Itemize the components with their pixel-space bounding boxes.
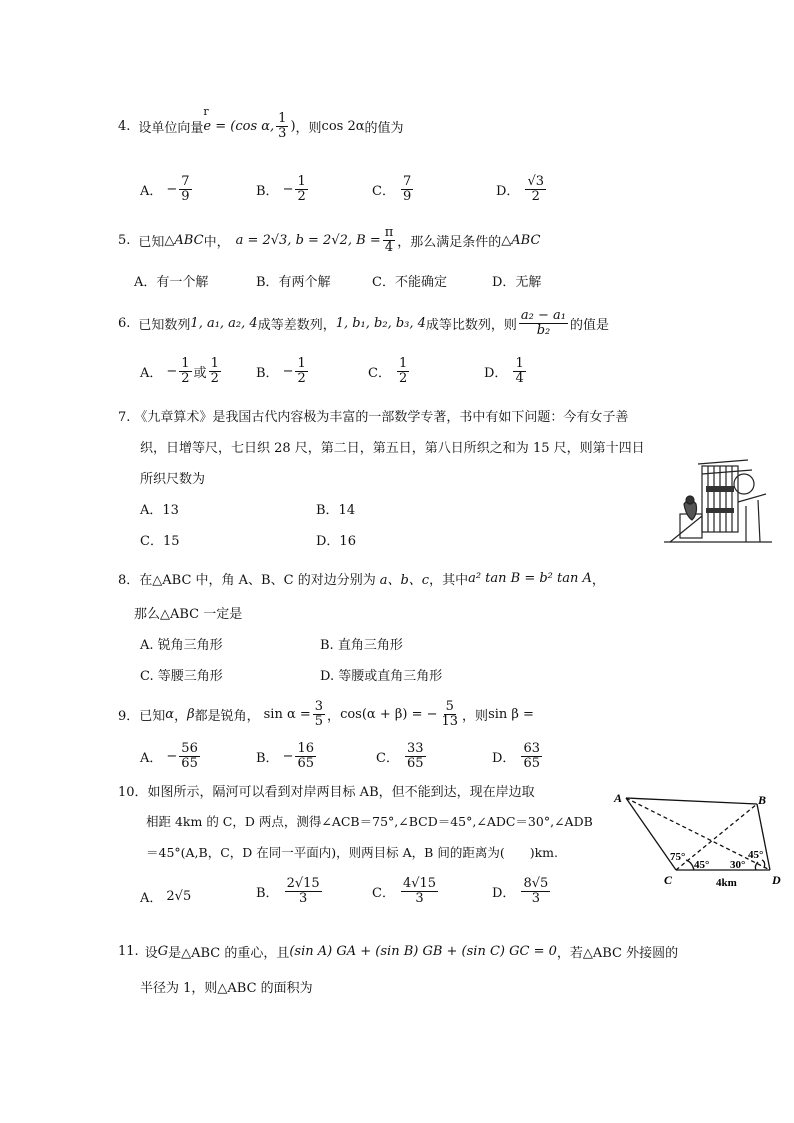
- q8-expr-b: a² tan B = b² tan A: [468, 571, 592, 586]
- q5-option-a[interactable]: A．有一个解: [134, 275, 209, 290]
- q9-option-c[interactable]: C． $\frac{33}{65}$: [376, 741, 424, 771]
- q6-option-c[interactable]: C． $\frac{1}{2}$: [368, 356, 408, 386]
- q9-fraction-1: $\frac{3}{5}$: [314, 699, 324, 729]
- q10-figure: [612, 788, 787, 888]
- q7-line1: [118, 406, 628, 425]
- q10-angle-45-d: 45°: [748, 849, 764, 861]
- q8-option-c[interactable]: C. 等腰三角形: [140, 669, 223, 684]
- q10-option-b[interactable]: B． $\frac{2√15}{3}$: [256, 876, 320, 906]
- q5-expr-a: △ABC: [164, 232, 204, 248]
- q9-fraction-2: $\frac{5}{13}$: [441, 699, 459, 729]
- q8-line2: 那么△ABC 一定是: [134, 607, 243, 622]
- q5-option-d[interactable]: D．无解: [492, 275, 542, 290]
- q9-option-b[interactable]: B． − $\frac{16}{65}$: [256, 741, 315, 771]
- q5-fraction: $\frac{\pi}{4}$: [384, 225, 394, 255]
- q9-expr-a: α: [165, 706, 175, 722]
- q8-option-d[interactable]: D. 等腰或直角三角形: [320, 669, 443, 684]
- q4-text-b: ，则: [295, 120, 322, 136]
- q6-option-d[interactable]: D． $\frac{1}{4}$: [484, 356, 524, 386]
- q4-option-c[interactable]: C． $\frac{7}{9}$: [372, 174, 412, 204]
- q9-expr-e: sin β =: [488, 706, 534, 722]
- q10-angle-75: 75°: [670, 851, 686, 863]
- q5-number: 5.: [118, 232, 131, 248]
- q5-text-b: 中，: [203, 234, 230, 250]
- q7-line2: 织，日增等尺，七日织 28 尺，第二日，第五日，第八日所织之和为 15 尺，则第十四日: [140, 441, 645, 456]
- q7-option-d[interactable]: D．16: [316, 534, 356, 549]
- q10-text-1: 如图所示，隔河可以看到对岸两目标 AB，但不能到达，现在岸边取: [147, 785, 535, 800]
- q10-label-d: D: [772, 873, 781, 887]
- q9-option-a[interactable]: A． − $\frac{56}{65}$: [140, 741, 198, 771]
- q10-line1: [118, 781, 535, 800]
- q10-line3: ＝45°(A,B，C，D 在同一平面内)，则两目标 A，B 间的距离为( )km.: [146, 845, 558, 860]
- q5-text-c: ，那么满足条件的: [397, 234, 502, 250]
- q10-option-d[interactable]: D． $\frac{8√5}{3}$: [492, 876, 549, 906]
- q4-text-a: 设单位向量: [138, 120, 204, 136]
- q4-expr-c: cos 2α: [321, 118, 365, 134]
- q7-option-b[interactable]: B．14: [316, 503, 356, 518]
- q11-line2: 半径为 1，则△ABC 的面积为: [140, 981, 313, 996]
- q7-number: 7.: [118, 410, 131, 425]
- q8-text-c: ，: [591, 573, 605, 588]
- q8-expr-a: a、b、c: [379, 573, 430, 588]
- loom-illustration: [662, 456, 774, 546]
- q9-text-b: ，: [174, 708, 188, 724]
- q9-text-c: 都是锐角，: [194, 708, 260, 724]
- q10-number: 10．: [118, 785, 148, 800]
- q5-option-b[interactable]: B．有两个解: [256, 275, 331, 290]
- q9-expr-b: β: [187, 706, 195, 722]
- q4-fraction: $\frac{1}{3}$: [278, 111, 287, 141]
- q6-text-c: 成等比数列，则: [425, 317, 517, 333]
- q8-number: 8．: [118, 573, 140, 588]
- q10-distance: 4km: [716, 877, 737, 888]
- q5-stem: [118, 226, 540, 254]
- q6-text-b: 成等差数列，: [257, 317, 336, 333]
- q10-angle-30: 30°: [730, 859, 746, 871]
- q5-expr-c: △ABC: [501, 232, 541, 248]
- q5-expr-b: a = 2√3, b = 2√2, B =: [235, 232, 381, 248]
- q4-expr-b: ): [290, 118, 296, 134]
- q4-option-b[interactable]: B． − $\frac{1}{2}$: [256, 174, 306, 204]
- q11-expr-a: G: [157, 944, 169, 959]
- q10-line2: 相距 4km 的 C，D 两点，测得∠ACB＝75°,∠BCD＝45°,∠ADC＝30°,∠ADB: [146, 814, 593, 829]
- q6-option-a[interactable]: A． − $\frac{1}{2}$ 或 $\frac{1}{2}$: [140, 356, 219, 386]
- q6-option-b[interactable]: B． − $\frac{1}{2}$: [256, 356, 306, 386]
- q9-option-d[interactable]: D． $\frac{63}{65}$: [492, 741, 540, 771]
- q7-option-c[interactable]: C．15: [140, 534, 180, 549]
- q8-text-b: ，其中: [429, 573, 469, 588]
- q7-line3: 所织尺数为: [140, 472, 206, 487]
- q6-number: 6.: [118, 315, 131, 331]
- q8-stem: [118, 569, 605, 588]
- q6-stem: [118, 309, 609, 337]
- q10-label-a: A: [614, 791, 623, 805]
- q4-arrow: r: [203, 104, 209, 118]
- q11-stem: [118, 942, 678, 961]
- q9-text-d: ，: [327, 708, 341, 724]
- q10-label-c: C: [664, 873, 673, 887]
- q4-text-c: 的值为: [364, 120, 404, 136]
- q8-option-b[interactable]: B. 直角三角形: [320, 638, 403, 653]
- q5-option-c[interactable]: C．不能确定: [372, 275, 447, 290]
- q10-option-c[interactable]: C． $\frac{4√15}{3}$: [372, 876, 437, 906]
- q7-text-1: 《九章算术》是我国古代内容极为丰富的一部数学专著，书中有如下问题：今有女子善: [134, 410, 629, 425]
- q6-fraction: $\frac{\text{a₂ − a₁}}{\text{b₂}}$: [520, 308, 567, 338]
- q9-text-a: 已知: [139, 708, 166, 724]
- q9-stem: [118, 700, 534, 728]
- q4-option-a[interactable]: A． − $\frac{7}{9}$: [140, 174, 190, 204]
- q4-expr-a: e = (cos α,: [203, 118, 275, 134]
- q6-expr-b: 1, b₁, b₂, b₃, 4: [335, 315, 426, 331]
- q11-text-a: 设: [144, 946, 158, 961]
- q8-text-a: 在△ABC 中，角 A、B、C 的对边分别为: [139, 573, 376, 588]
- q11-expr-b: (sin A) GA + (sin B) GB + (sin C) GC = 0: [289, 944, 557, 959]
- q7-option-a[interactable]: A．13: [140, 503, 179, 518]
- q8-option-a[interactable]: A. 锐角三角形: [140, 638, 223, 653]
- q5-text-a: 已知: [138, 234, 165, 250]
- q4-stem: [118, 104, 404, 141]
- q6-text-d: 的值是: [570, 317, 610, 333]
- q11-text-b: 是△ABC 的重心，且: [168, 946, 290, 961]
- q6-expr-a: 1, a₁, a₂, 4: [190, 315, 258, 331]
- q11-text-c: ，若△ABC 外接圆的: [556, 946, 679, 961]
- q10-option-a[interactable]: A． 2√5: [140, 889, 192, 906]
- q11-number: 11.: [118, 944, 139, 959]
- q10-label-b: B: [758, 793, 767, 807]
- q10-angle-45-c: 45°: [694, 859, 710, 871]
- q4-option-d[interactable]: D． $\frac{√3}{2}$: [496, 174, 544, 204]
- q4-number: 4.: [118, 118, 131, 134]
- q9-text-e: ，则: [462, 708, 489, 724]
- q9-expr-c: sin α =: [263, 706, 311, 722]
- q9-expr-d: cos(α + β) = −: [340, 706, 438, 722]
- q9-number: 9．: [118, 708, 140, 724]
- q6-text-a: 已知数列: [138, 317, 191, 333]
